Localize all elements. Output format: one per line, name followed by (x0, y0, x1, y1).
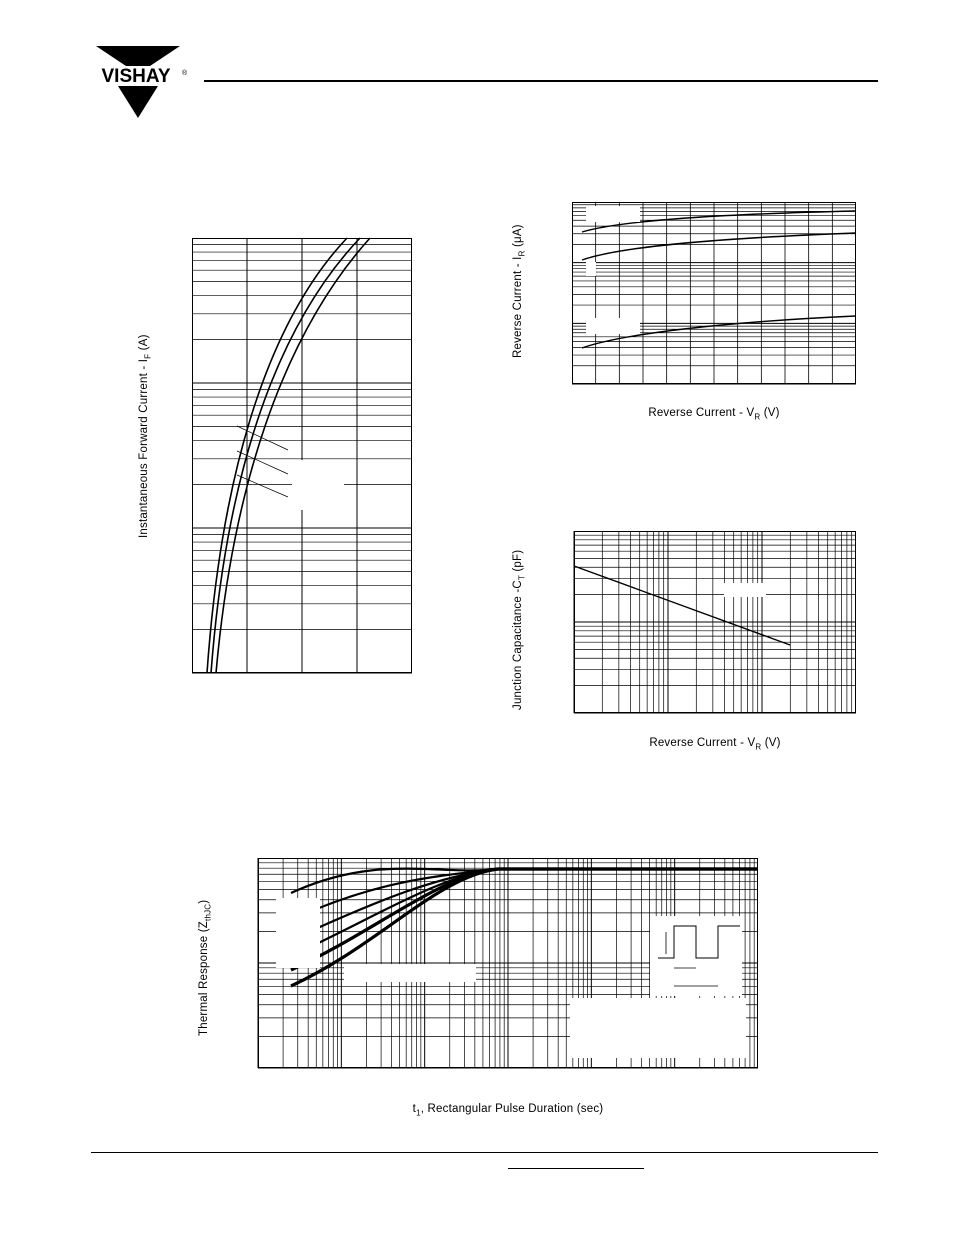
forward-current-chart (192, 238, 412, 673)
series-line (207, 238, 347, 673)
thermal-chart-ylabel: Thermal Response $(Z_{thJC})$ (198, 899, 213, 1036)
vishay-logo (88, 44, 188, 122)
series-line (216, 238, 370, 673)
capacitance-chart-ylabel: Junction Capacitance $-C_T$ (pF) (512, 549, 527, 710)
reverse-chart-ylabel: Reverse Current - $I_R$ (μA) (512, 224, 527, 358)
series-line (291, 869, 758, 920)
legend-box (292, 490, 344, 510)
footer-link-underline (508, 1168, 644, 1169)
footer-rule (91, 1152, 878, 1153)
series-line (582, 233, 856, 260)
legend-box (724, 583, 766, 597)
legend-box (292, 460, 344, 490)
logo-triangle-bottom (118, 86, 158, 118)
logo-wordmark: VISHAY (101, 66, 171, 87)
legend-box (276, 898, 320, 968)
legend-box (586, 206, 640, 222)
capacitance-chart (574, 531, 856, 713)
legend-box (586, 318, 640, 334)
legend-box (570, 998, 746, 1058)
capacitance-chart-xlabel: Reverse Current - $V_R$ (V) (649, 737, 781, 752)
legend-box (344, 964, 476, 982)
logo-registered-mark: ® (182, 70, 188, 77)
thermal-response-chart (258, 858, 758, 1068)
forward-chart-ylabel: Instantaneous Forward Current - $I_F$ (A) (138, 334, 153, 538)
legend-box (586, 262, 596, 276)
series-line (211, 238, 360, 673)
reverse-current-chart (572, 202, 856, 384)
thermal-chart-xlabel: $t_1$, Rectangular Pulse Duration (sec) (412, 1103, 604, 1118)
reverse-chart-xlabel: Reverse Current - $V_R$ (V) (648, 407, 780, 422)
header-rule (204, 80, 878, 82)
